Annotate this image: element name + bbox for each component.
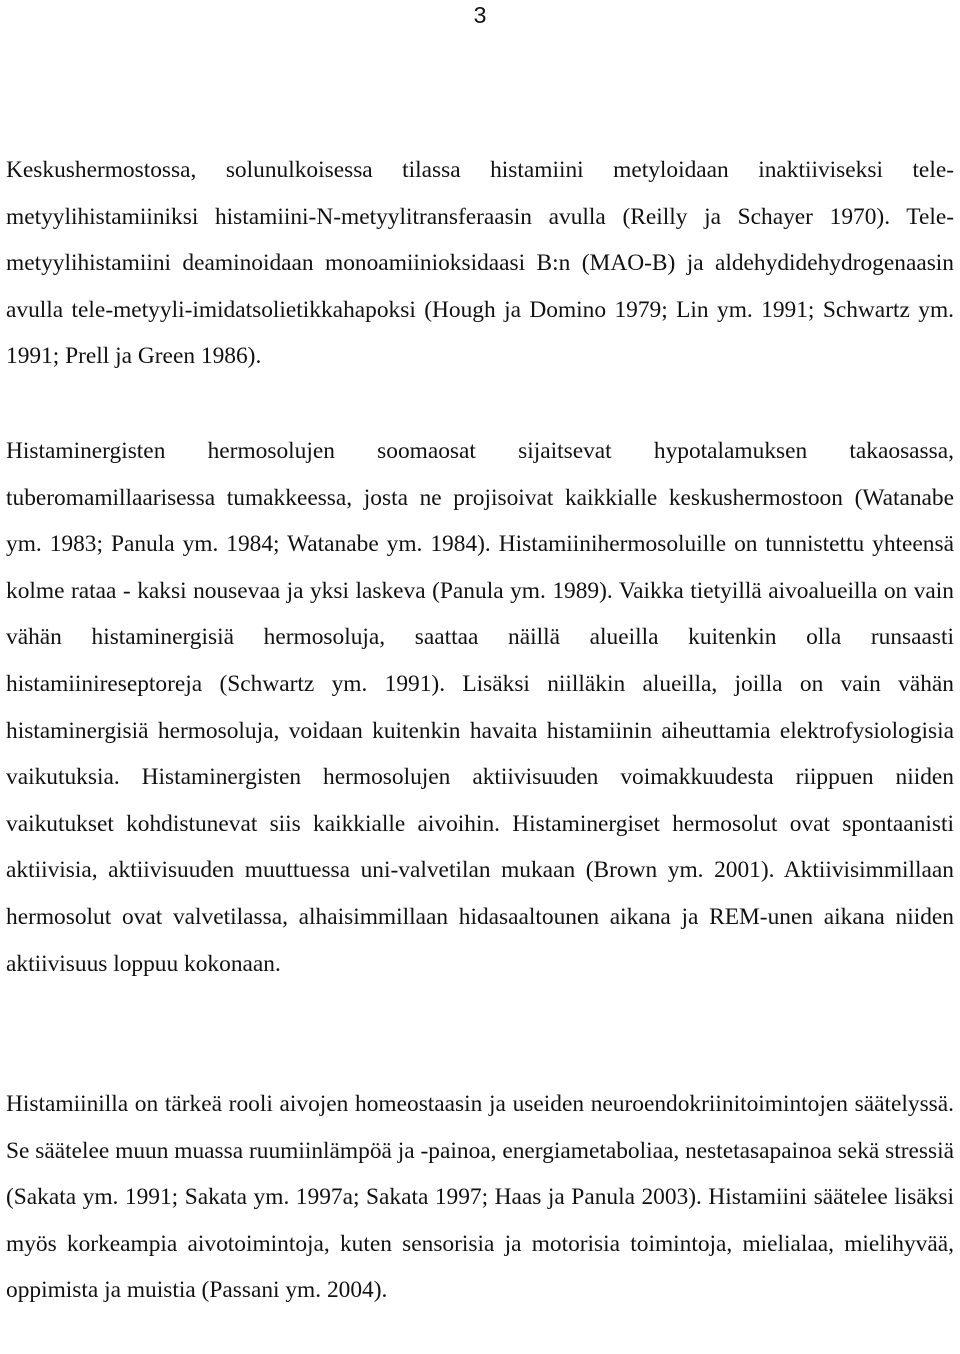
paragraph-histamine-functions: Histamiinilla on tärkeä rooli aivojen homeostaasin ja useiden neuroendokriinitoimintojen säätelyssä. Se säätelee muun muassa ruumiinlämpöä ja -painoa, energiametaboliaa, nestetasapainoa sekä stressiä (Sakata ym. 1991; Sakata ym. 1997a; Sakata 1997; Haas ja Panula 2003). Histamiini säätelee lisäksi myös korkeampia aivotoimintoja, kuten sensorisia ja motorisia toimintoja, mielialaa, mielihyvää, oppimista ja muistia (Passani ym. 2004). bbox=[6, 1091, 954, 1304]
paragraph-histaminergic-neurons: Histaminergisten hermosolujen soomaosat sijaitsevat hypotalamuksen takaosassa, tuberomamillaarisessa tumakkeessa, josta ne projisoivat kaikkialle keskushermostoon (Watanabe ym. 1983; Panula ym. 1984; Watanabe ym. 1984). Histamiinihermosoluille on tunnistettu yhteensä kolme rataa - kaksi nousevaa ja yksi laskeva (Panula ym. 1989). Vaikka tietyillä aivoalueilla on vain vähän histaminergisiä hermosoluja, saattaa näillä alueilla kuitenkin olla runsaasti histamiinireseptoreja (Schwartz ym. 1991). Lisäksi niilläkin alueilla, joilla on vain vähän histaminergisiä hermosoluja, voidaan kuitenkin havaita histamiinin aiheuttamia elektrofysiologisia vaikutuksia. Histaminergisten hermosolujen aktiivisuuden voimakkuudesta riippuen niiden vaikutukset kohdistunevat siis kaikkialle aivoihin. Histaminergiset hermosolut ovat spontaanisti aktiivisia, aktiivisuuden muuttuessa uni-valvetilan mukaan (Brown ym. 2001). Aktiivisimmillaan hermosolut ovat valvetilassa, alhaisimmillaan hidasaaltounen aikana ja REM-unen aikana niiden aktiivisuus loppuu kokonaan. bbox=[6, 438, 954, 977]
page-number: 3 bbox=[473, 2, 487, 28]
paragraph-histamine-metabolism: Keskushermostossa, solunulkoisessa tilassa histamiini metyloidaan inaktiiviseksi tele-metyylihistamiiniksi histamiini-N-metyylitransferaasin avulla (Reilly ja Schayer 1970). Tele-metyylihistamiini deaminoidaan monoamiinioksidaasi B:n (MAO-B) ja aldehydidehydrogenaasin avulla tele-metyyli-imidatsolietikkahapoksi (Hough ja Domino 1979; Lin ym. 1991; Schwartz ym. 1991; Prell ja Green 1986). bbox=[6, 157, 954, 370]
